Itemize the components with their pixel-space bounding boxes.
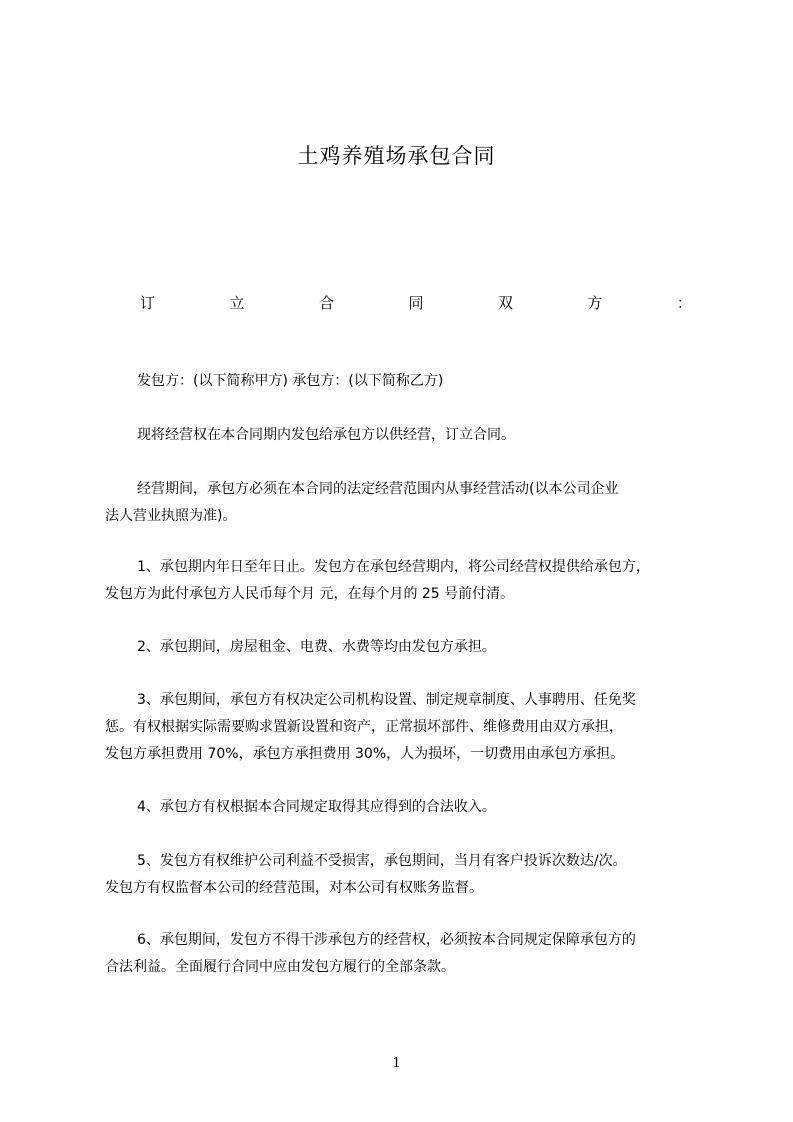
- paragraph-intro: [105, 422, 715, 449]
- paragraph-line: 经营期间，承包方必须在本合同的法定经营范围内从事经营活动(以本公司企业: [137, 481, 619, 497]
- paragraph-line: 4、承包方有权根据本合同规定取得其应得到的合法收入。: [137, 799, 496, 815]
- clause-1: [105, 554, 715, 608]
- parties-heading-char: 订: [140, 294, 156, 312]
- clause-3: [105, 687, 715, 768]
- document-title: 土鸡养殖场承包合同: [297, 144, 496, 168]
- parties-heading-char: 方: [587, 294, 603, 312]
- paragraph-line: 合法利益。全面履行合同中应由发包方履行的全部条款。: [105, 959, 455, 975]
- clause-5: [105, 848, 715, 902]
- paragraph-line: 5、发包方有权维护公司利益不受损害，承包期间，当月有客户投诉次数达/次。: [137, 853, 627, 869]
- page-number: 1: [392, 1056, 401, 1071]
- clause-2: [105, 634, 715, 661]
- paragraph-line: 3、承包期间，承包方有权决定公司机构设置、制定规章制度、人事聘用、任免奖: [137, 692, 636, 708]
- paragraph-scope: [105, 476, 715, 530]
- paragraph-line: 发包方为此付承包方人民币每个月 元，在每个月的 25 号前付清。: [105, 586, 515, 602]
- paragraph-parties: [105, 368, 715, 395]
- clause-4: [105, 794, 715, 821]
- paragraph-line: 惩。有权根据实际需要购求置新设置和资产，正常损坏部件、维修费用由双方承担，: [105, 719, 623, 735]
- parties-heading-char: 立: [229, 294, 245, 312]
- parties-heading-char: 合: [318, 294, 334, 312]
- parties-heading-char: 双: [497, 294, 513, 312]
- paragraph-line: 发包方：(以下简称甲方) 承包方：(以下简称乙方): [137, 373, 444, 389]
- paragraph-line: 发包方有权监督本公司的经营范围，对本公司有权账务监督。: [105, 880, 483, 896]
- paragraph-line: 1、承包期内年日至年日止。发包方在承包经营期内，将公司经营权提供给承包方，: [137, 559, 650, 575]
- paragraph-line: 6、承包期间，发包方不得干涉承包方的经营权，必须按本合同规定保障承包方的: [137, 932, 636, 948]
- clause-6: [105, 927, 715, 981]
- paragraph-line: 2、承包期间，房屋租金、电费、水费等均由发包方承担。: [137, 639, 496, 655]
- paragraph-line: 法人营业执照为准)。: [105, 508, 237, 524]
- paragraph-line: 现将经营权在本合同期内发包给承包方以供经营，订立合同。: [137, 427, 515, 443]
- paragraph-line: 发包方承担费用 70%，承包方承担费用 30%，人为损坏，一切费用由承包方承担。: [105, 746, 625, 762]
- parties-heading-char: ：: [676, 294, 692, 312]
- parties-heading-char: 同: [408, 294, 424, 312]
- parties-heading: [140, 292, 692, 313]
